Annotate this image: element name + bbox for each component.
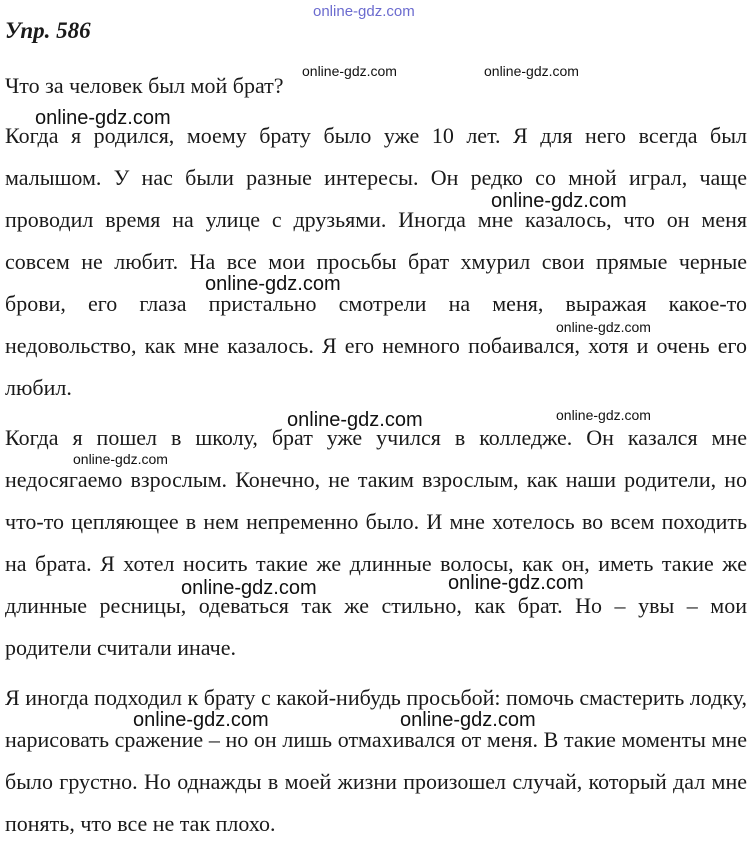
watermark: online-gdz.com xyxy=(181,577,317,599)
paragraph-1: Когда я родился, моему брату было уже 10 лет. Я для него всегда был малышом. У нас были разные интересы. Он редко со мной играл, чаще проводил время на улице с друзьями. Иногда мне казалось, что он меня совсем не любит. На все мои просьбы брат хмурил свои прямые черные брови, его глаза пристально смотрели на меня, выражая какое-то недовольство, как мне казалось. Я его немного побаивался, хотя и очень его любил. xyxy=(5,123,747,400)
watermark: online-gdz.com xyxy=(556,319,651,335)
watermark: online-gdz.com xyxy=(491,190,627,212)
watermark: online-gdz.com xyxy=(287,409,423,431)
watermark: online-gdz.com xyxy=(448,572,584,594)
watermark: online-gdz.com xyxy=(73,451,168,467)
watermark: online-gdz.com xyxy=(205,273,341,295)
watermark: online-gdz.com xyxy=(400,709,536,731)
watermark: online-gdz.com xyxy=(35,107,171,129)
watermark: online-gdz.com xyxy=(133,709,269,731)
watermark: online-gdz.com xyxy=(302,63,397,79)
watermark: online-gdz.com xyxy=(484,63,579,79)
paragraph-3: Я иногда подходил к брату с какой-нибудь просьбой: помочь смастерить лодку, нарисовать сражение – но он лишь отмахивался от меня. В такие моменты мне было грустно. Но однажды в моей жизни произошел случай, который дал мне понять, что все не так плохо. xyxy=(5,685,747,836)
exercise-heading: Упр. 586 xyxy=(5,18,91,43)
watermark: online-gdz.com xyxy=(313,3,415,20)
watermark: online-gdz.com xyxy=(556,407,651,423)
paragraph-2: Когда я пошел в школу, брат уже учился в колледже. Он казался мне недосягаемо взрослым. Конечно, не таким взрослым, как наши родители, но что-то цепляющее в нем непременно было. И мне хотелось во всем походить на брата. Я хотел носить такие же длинные волосы, как он, иметь такие же длинные ресницы, одеваться так же стильно, как брат. Но – увы – мои родители считали иначе. xyxy=(5,425,747,660)
question-line: Что за человек был мой брат? xyxy=(5,73,284,98)
